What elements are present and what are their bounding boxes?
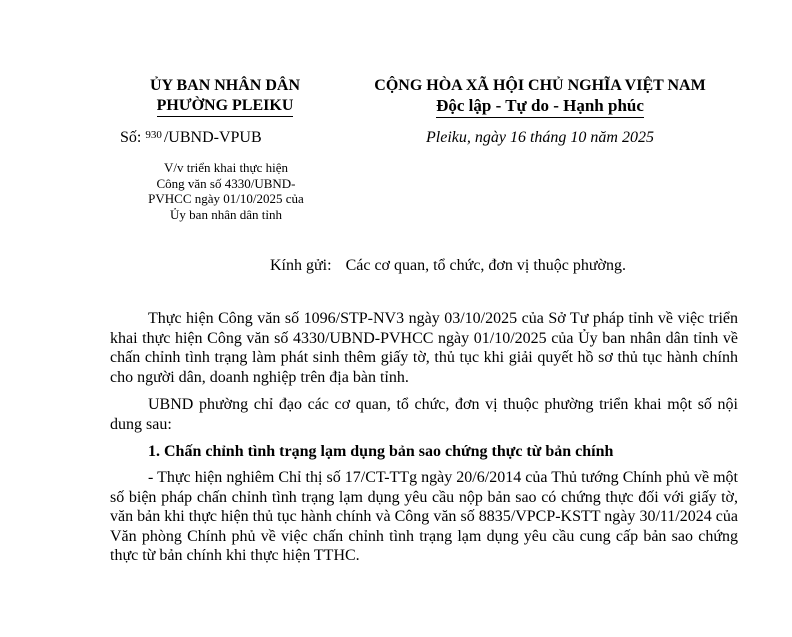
national-title-line: CỘNG HÒA XÃ HỘI CHỦ NGHĨA VIỆT NAM xyxy=(374,77,706,94)
date-line: Pleiku, ngày 16 tháng 10 năm 2025 xyxy=(426,129,654,146)
issuing-authority xyxy=(120,76,330,117)
document-number-suffix: /UBND-VPUB xyxy=(163,129,262,146)
body-paragraph-1: Thực hiện Công văn số 1096/STP-NV3 ngày 03/10/2025 của Sở Tư pháp tỉnh về việc triển khai thực hiện Công văn số 4330/UBND-PVHCC ngày 01/10/2025 của Ủy ban nhân dân tỉnh về chấn chỉnh tình trạng làm phát sinh thêm giấy tờ, thủ tục khi giải quyết hồ sơ thủ tục hành chính cho người dân, doanh nghiệp trên địa bàn tỉnh. xyxy=(110,310,738,386)
authority-line-1: ỦY BAN NHÂN DÂN xyxy=(149,77,301,94)
subject-line: Ủy ban nhân dân tỉnh xyxy=(170,206,282,222)
recipient-value: Các cơ quan, tổ chức, đơn vị thuộc phường. xyxy=(345,257,627,274)
national-motto: Độc lập - Tự do - Hạnh phúc xyxy=(436,96,644,118)
subject-summary xyxy=(120,160,332,222)
subject-line: PVHCC ngày 01/10/2025 của xyxy=(148,191,304,206)
document-number-label: Số: xyxy=(120,129,142,146)
body-paragraph-3: - Thực hiện nghiêm Chỉ thị số 17/CT-TTg ngày 20/6/2014 của Thủ tướng Chính phủ về một số biện pháp chấn chỉnh tình trạng lạm dụng yêu cầu nộp bản sao có chứng thực đối với giấy tờ, văn bản khi thực hiện thủ tục hành chính và Công văn số 8835/VPCP-KSTT ngày 30/11/2024 của Văn phòng Chính phủ về việc chấn chỉnh tình trạng lạm dụng yêu cầu cung cấp bản sao chứng thực từ bản chính khi thực hiện TTHC. xyxy=(110,469,738,564)
body-paragraph-2: UBND phường chỉ đạo các cơ quan, tổ chức, đơn vị thuộc phường triển khai một số nội dung sau: xyxy=(110,396,738,433)
section-1-heading: 1. Chấn chỉnh tình trạng lạm dụng bản sao chứng thực từ bản chính xyxy=(148,443,614,460)
national-title xyxy=(345,76,735,118)
recipient-label: Kính gửi: xyxy=(270,257,332,274)
document-number-value: 930 xyxy=(145,129,162,141)
subject-line: V/v triển khai thực hiện xyxy=(163,160,288,175)
document-number xyxy=(120,128,262,149)
authority-line-2: PHƯỜNG PLEIKU xyxy=(157,96,294,117)
subject-line: Công văn số 4330/UBND- xyxy=(156,175,296,191)
recipient-line xyxy=(270,256,626,276)
document-body xyxy=(110,309,738,574)
